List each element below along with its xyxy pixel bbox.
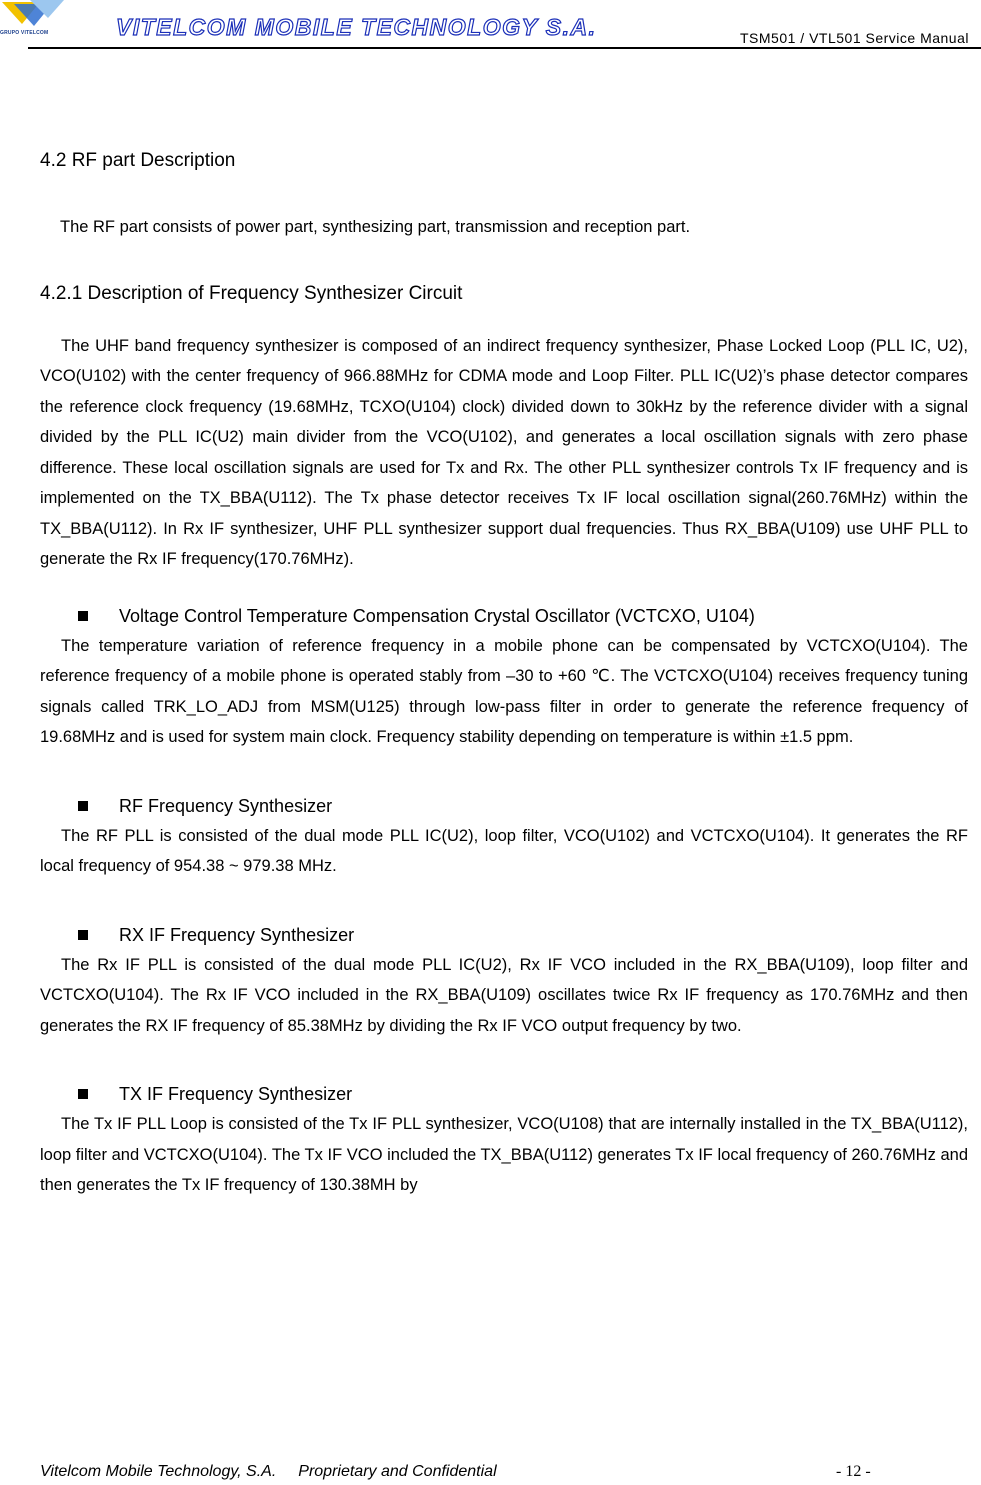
square-bullet-icon [78, 930, 88, 940]
footer-text [40, 1463, 497, 1481]
bullet-body: The Tx IF PLL Loop is consisted of the Tx IF PLL synthesizer, VCO(U108) that are internally installed in the TX_BBA(U112), loop filter and VCTCXO(U104). The Tx IF VCO included the TX_BBA(U112) generates Tx IF local frequency of 260.76MHz and then generates the Tx IF frequency of 130.38MH by [40, 1115, 968, 1194]
subsection-title: 4.2.1 Description of Frequency Synthesizer Circuit [40, 282, 463, 304]
square-bullet-icon [78, 1089, 88, 1099]
section-title: 4.2 RF part Description [40, 150, 236, 171]
bullet-body: The Rx IF PLL is consisted of the dual mode PLL IC(U2), Rx IF VCO included in the RX_BBA(U109), loop filter and VCTCXO(U104). The Rx IF VCO included in the RX_BBA(U109) oscillates twice Rx IF frequency as 170.76MHz and then generates the RX IF frequency of 85.38MHz by dividing the Rx IF VCO output frequency by two. [40, 955, 968, 1035]
bullet-title: RF Frequency Synthesizer [119, 795, 333, 816]
logo-text: GRUPO VITELCOM [0, 30, 49, 36]
footer-confidential: Proprietary and Confidential [298, 1463, 497, 1480]
bullet-tx-if-synth [78, 1081, 968, 1107]
bullet-title: Voltage Control Temperature Compensation Crystal Oscillator (VCTCXO, U104) [119, 605, 755, 626]
header-divider [28, 47, 981, 49]
section-intro: The RF part consists of power part, synthesizing part, transmission and reception part. [60, 218, 691, 236]
footer-company: Vitelcom Mobile Technology, S.A. [40, 1463, 277, 1480]
page-number: - 12 - [836, 1463, 871, 1480]
subsection-body: The UHF band frequency synthesizer is composed of an indirect frequency synthesizer, Phase Locked Loop (PLL IC, U2), VCO(U102) with the center frequency of 966.88MHz for CDMA mode and Loop Filter. PLL IC(U2)’s phase detector compares the reference clock frequency (19.68MHz, TCXO(U104) clock) divided down to 30kHz by the reference divider with a signal divided by the PLL IC(U2) main divider from the VCO(U102), and generates a local oscillation signals with zero phase difference. These local oscillation signals are used for Tx and Rx. The other PLL synthesizer controls Tx IF frequency and is implemented on the TX_BBA(U112). The Tx phase detector receives Tx IF local oscillation signal(260.76MHz) within the TX_BBA(U112). In Rx IF synthesizer, UHF PLL synthesizer support dual frequencies. Thus RX_BBA(U109) use UHF PLL to generate the Rx IF frequency(170.76MHz). [40, 336, 968, 568]
manual-title: TSM501 / VTL501 Service Manual [740, 30, 969, 46]
bullet-title: TX IF Frequency Synthesizer [119, 1084, 353, 1104]
bullet-body: The temperature variation of reference frequency in a mobile phone can be compensated by VCTCXO(U104). The reference frequency of a mobile phone is operated stably from –30 to +60 ℃. The VCTCXO(U104) receives frequency tuning signals called TRK_LO_ADJ from MSM(U125) through low-pass filter in order to generate the reference frequency of 19.68MHz and is used for system main clock. Frequency stability depending on temperature is within ±1.5 ppm. [40, 636, 968, 746]
company-name: VITELCOM MOBILE TECHNOLOGY S.A. [116, 14, 597, 40]
bullet-vctcxo [78, 603, 968, 629]
square-bullet-icon [78, 611, 88, 621]
bullet-rf-synth [78, 793, 968, 819]
page-content [40, 150, 968, 1201]
square-bullet-icon [78, 801, 88, 811]
bullet-body: The RF PLL is consisted of the dual mode PLL IC(U2), loop filter, VCO(U102) and VCTCXO(U104). It generates the RF local frequency of 954.38 ~ 979.38 MHz. [40, 826, 968, 875]
bullet-rx-if-synth [78, 922, 968, 948]
bullet-title: RX IF Frequency Synthesizer [119, 924, 355, 945]
